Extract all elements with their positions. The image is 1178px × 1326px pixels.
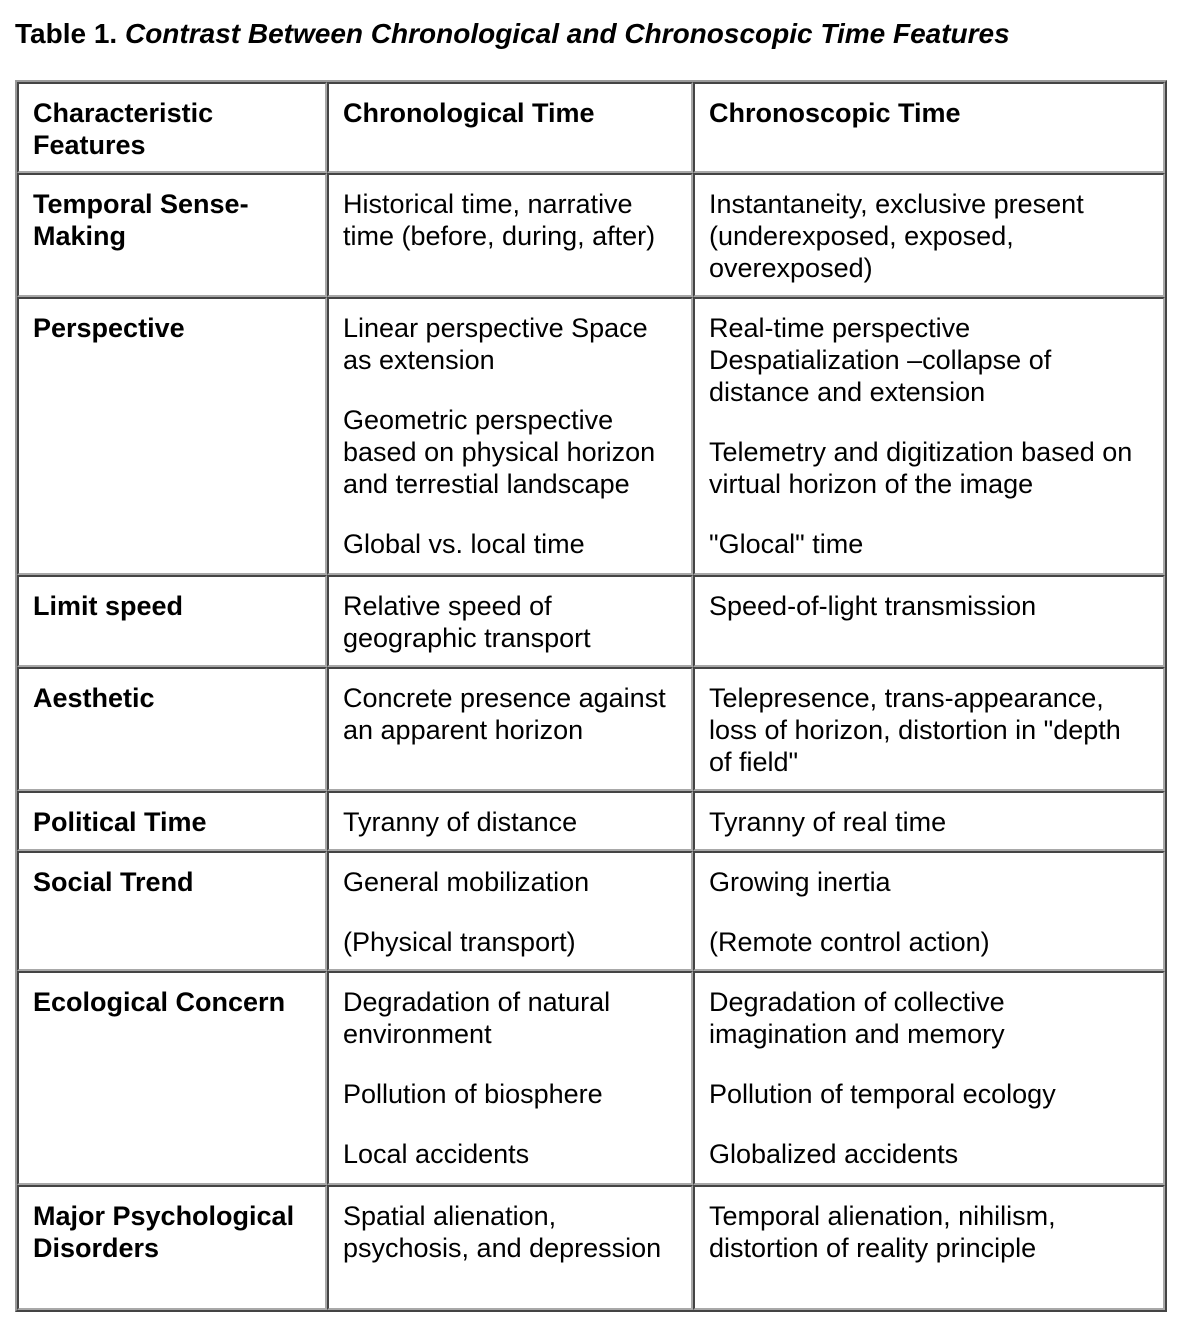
chronoscopic-cell [693, 791, 1165, 851]
table-row [17, 173, 1165, 297]
cell-text: Tyranny of real time [709, 807, 947, 837]
cell-text: Historical time, narrative time (before, during, after) [343, 189, 656, 251]
header-row [17, 82, 1165, 173]
cell-text: Relative speed of geographic transport [343, 591, 591, 653]
cell-text: Instantaneity, exclusive present (underexposed, exposed, overexposed) [709, 189, 1084, 283]
cell-text: Concrete presence against an apparent horizon [343, 683, 666, 745]
table-row [17, 791, 1165, 851]
table-row [17, 297, 1165, 575]
cell-text: Real-time perspective Despatialization –collapse of distance and extension [709, 313, 1052, 407]
table-caption [15, 17, 1010, 51]
feature-cell: Social Trend [17, 851, 327, 971]
table-row [17, 667, 1165, 791]
chronoscopic-cell [693, 297, 1165, 575]
feature-cell: Limit speed [17, 575, 327, 667]
cell-text: Temporal alienation, nihilism, distortion of reality principle [709, 1201, 1056, 1263]
chronological-cell [327, 851, 693, 971]
chronoscopic-cell [693, 971, 1165, 1185]
header-chronoscopic: Chronoscopic Time [693, 82, 1165, 173]
cell-text: Pollution of temporal ecology [709, 1079, 1056, 1109]
cell-text: Pollution of biosphere [343, 1079, 603, 1109]
cell-text: Global vs. local time [343, 529, 585, 559]
cell-text: Linear perspective Space as extension [343, 313, 648, 375]
comparison-table [15, 80, 1167, 1312]
chronological-cell [327, 791, 693, 851]
cell-text: Telepresence, trans-appearance, loss of horizon, distortion in "depth of field" [709, 683, 1121, 777]
feature-cell: Ecological Concern [17, 971, 327, 1185]
chronoscopic-cell [693, 173, 1165, 297]
feature-cell: Political Time [17, 791, 327, 851]
table-row [17, 851, 1165, 971]
cell-text: Speed-of-light transmission [709, 591, 1037, 621]
chronological-cell [327, 173, 693, 297]
table-row [17, 575, 1165, 667]
chronological-cell [327, 297, 693, 575]
table-row [17, 971, 1165, 1185]
chronoscopic-cell [693, 575, 1165, 667]
feature-cell: Major Psychological Disorders [17, 1185, 327, 1310]
table-row [17, 1185, 1165, 1310]
chronoscopic-cell [693, 667, 1165, 791]
chronoscopic-cell [693, 851, 1165, 971]
caption-label: Table 1. [15, 18, 118, 49]
cell-text: Spatial alienation, psychosis, and depression [343, 1201, 662, 1263]
cell-text: Growing inertia [709, 867, 891, 897]
header-chronological: Chronological Time [327, 82, 693, 173]
cell-text: Degradation of collective imagination and memory [709, 987, 1005, 1049]
chronoscopic-cell [693, 1185, 1165, 1310]
chronological-cell [327, 1185, 693, 1310]
cell-text: Geometric perspective based on physical horizon and terrestial landscape [343, 405, 656, 499]
chronological-cell [327, 575, 693, 667]
caption-title: Contrast Between Chronological and Chronoscopic Time Features [124, 18, 1010, 49]
chronological-cell [327, 667, 693, 791]
cell-text: Local accidents [343, 1139, 530, 1169]
chronological-cell [327, 971, 693, 1185]
cell-text: (Remote control action) [709, 927, 990, 957]
cell-text: Degradation of natural environment [343, 987, 611, 1049]
feature-cell: Perspective [17, 297, 327, 575]
cell-text: "Glocal" time [709, 529, 864, 559]
cell-text: Telemetry and digitization based on virtual horizon of the image [709, 437, 1133, 499]
cell-text: (Physical transport) [343, 927, 576, 957]
feature-cell: Temporal Sense-Making [17, 173, 327, 297]
cell-text: General mobilization [343, 867, 590, 897]
cell-text: Globalized accidents [709, 1139, 959, 1169]
cell-text: Tyranny of distance [343, 807, 578, 837]
feature-cell: Aesthetic [17, 667, 327, 791]
header-feature: Characteristic Features [17, 82, 327, 173]
